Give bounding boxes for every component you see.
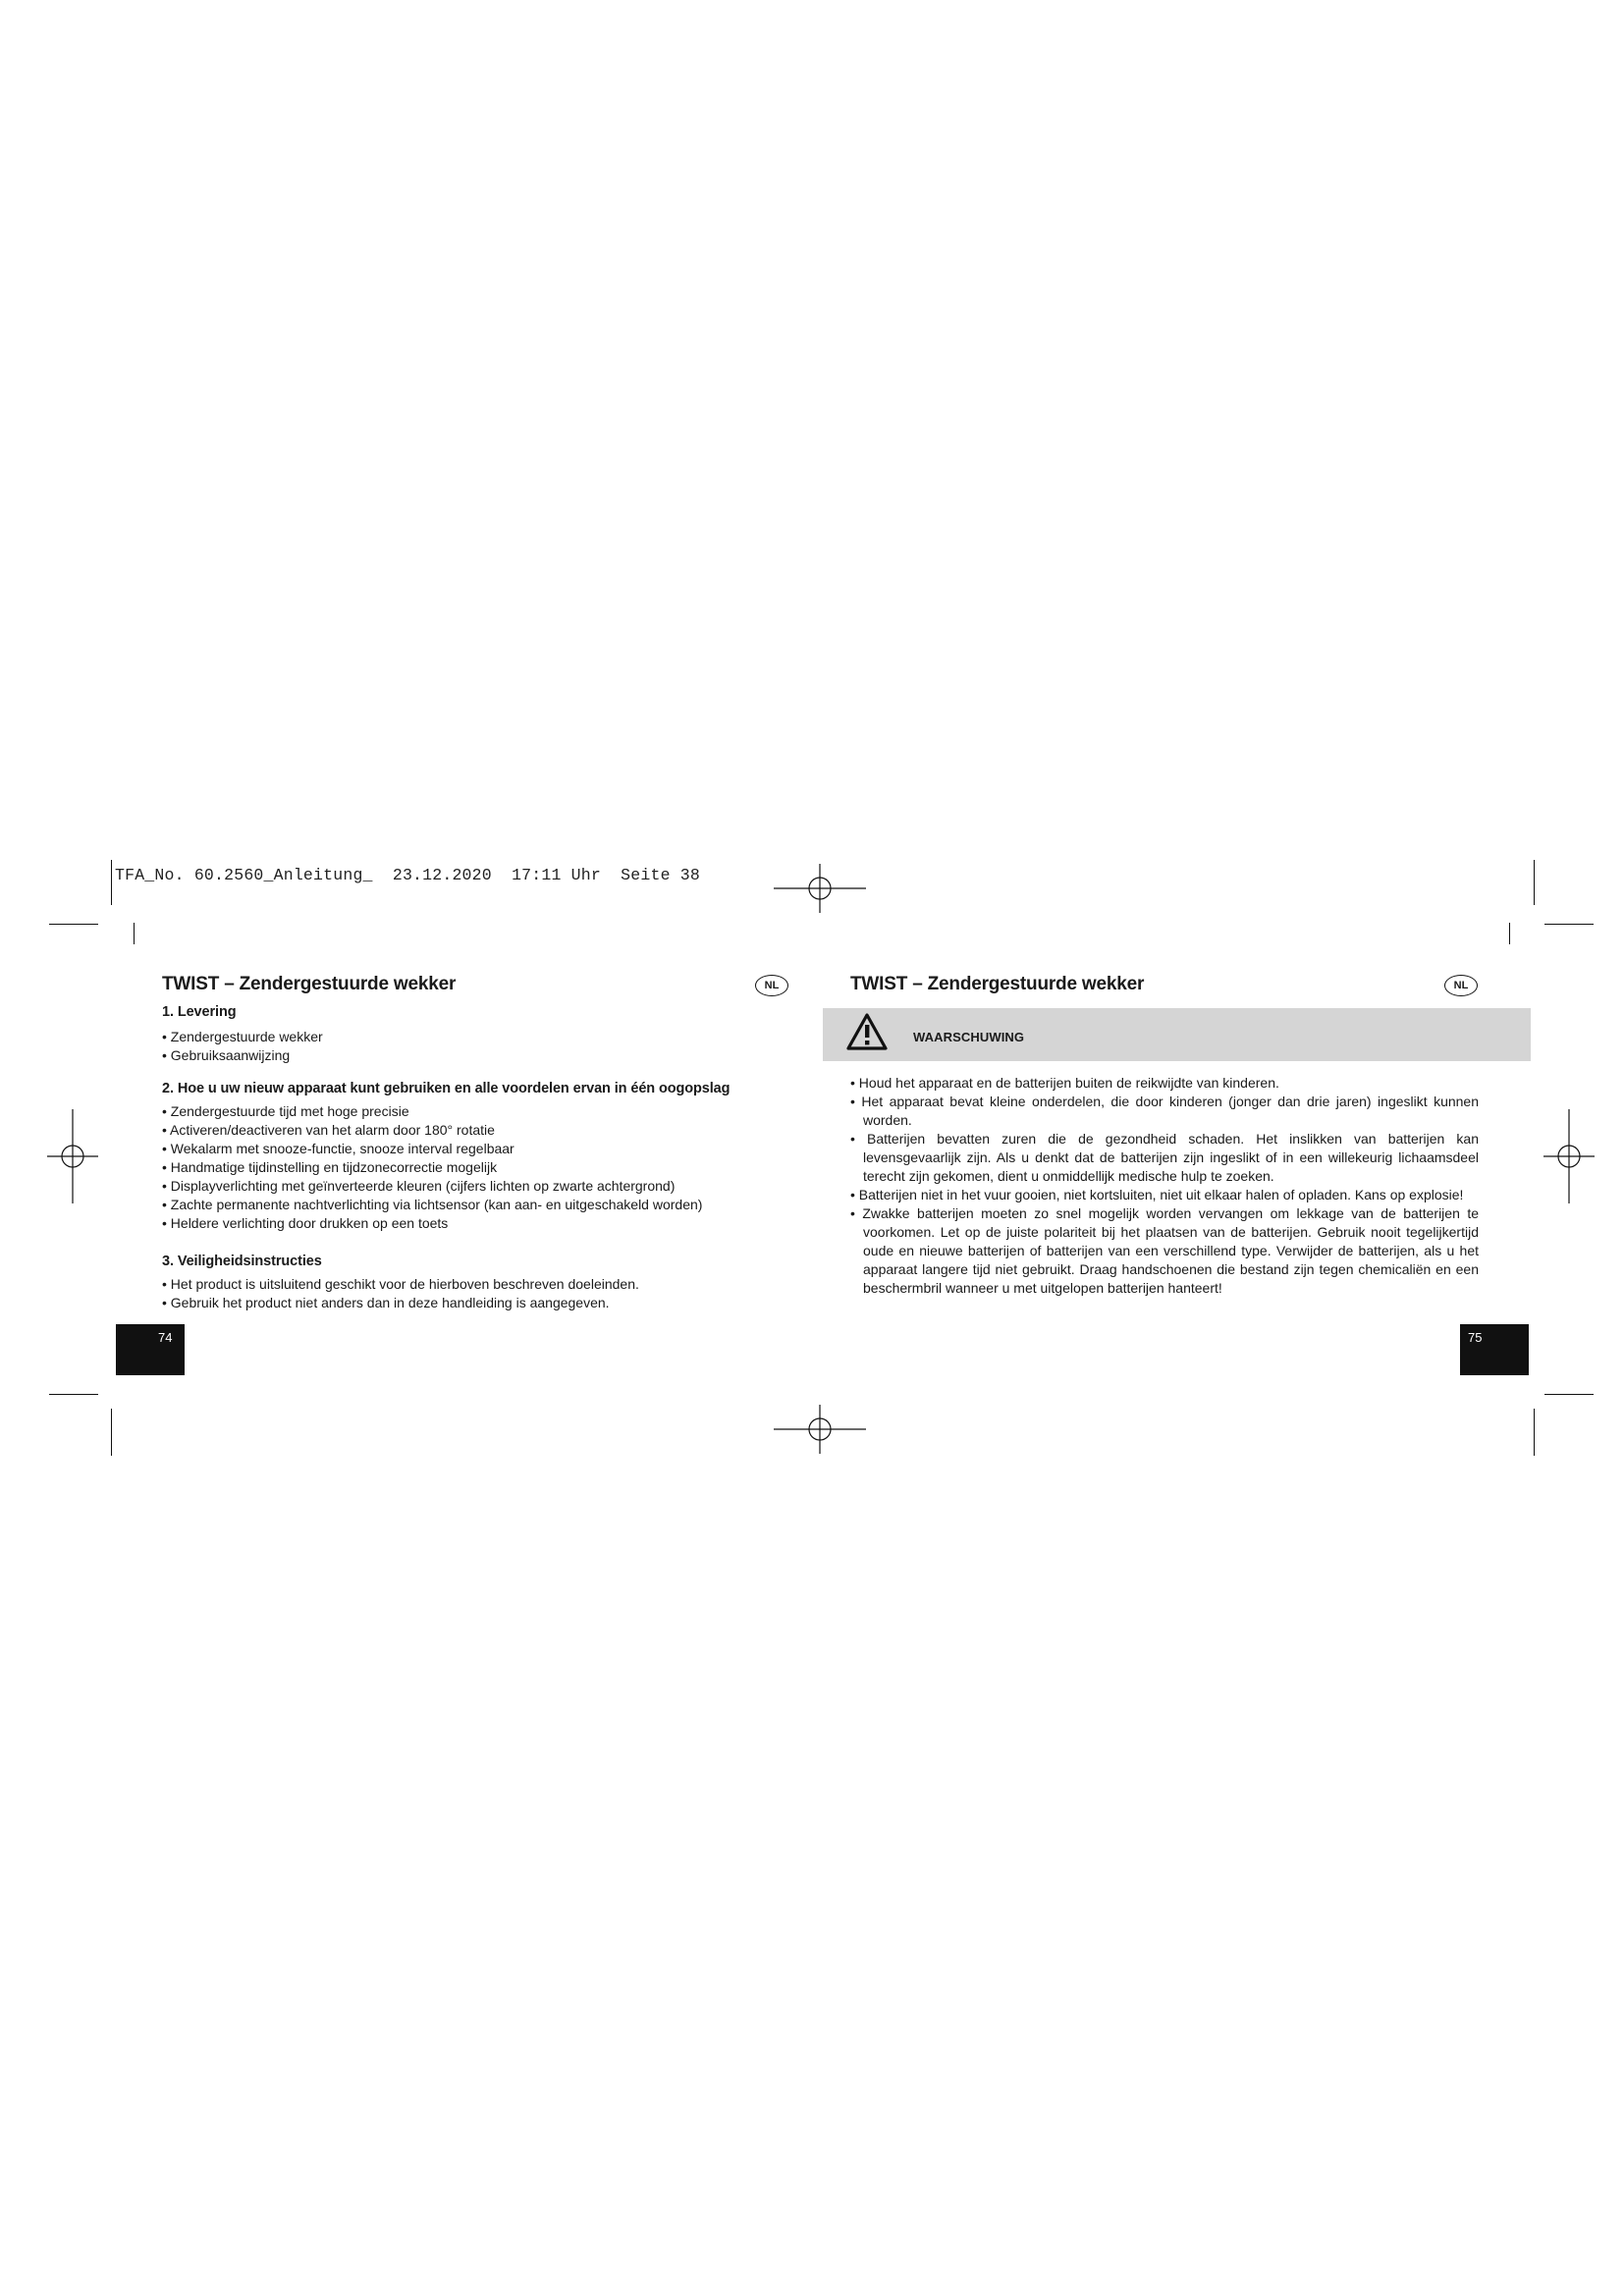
list-item: • Het apparaat bevat kleine onderdelen, die door kinderen (jonger dan drie jaren) ingeslikt kunnen worden. — [850, 1093, 1479, 1130]
list-item: • Batterijen niet in het vuur gooien, niet kortsluiten, niet uit elkaar halen of opladen. Kans op explosie! — [850, 1186, 1479, 1204]
right-lang-badge: NL — [1444, 975, 1478, 996]
left-lang-badge: NL — [755, 975, 788, 996]
list-item: • Zwakke batterijen moeten zo snel mogelijk worden vervangen om lekkage van de batterijen te voorkomen. Let op de juiste polariteit bij het plaatsen van de batterijen. Gebruik nooit tegelijkertijd oude en nieuwe batterijen of batterijen van een verschillend type. Verwijder de batterijen, als u het apparaat langere tijd niet gebruikt. Draag handschoenen die bestand zijn tegen chemicaliën en een beschermbril wanneer u met uitgelopen batterijen hanteert! — [850, 1204, 1479, 1298]
list-item: • Heldere verlichting door drukken op een toets — [162, 1214, 730, 1233]
left-section-2 — [162, 1081, 730, 1233]
registration-mark-top — [774, 864, 866, 913]
list-item: • Zachte permanente nachtverlichting via lichtsensor (kan aan- en uitgeschakeld worden) — [162, 1196, 730, 1214]
right-page-number-box — [1460, 1324, 1529, 1375]
section-heading: 3. Veiligheidsinstructies — [162, 1254, 322, 1269]
warning-label: WAARSCHUWING — [913, 1030, 1025, 1044]
list-item: • Gebruiksaanwijzing — [162, 1046, 323, 1065]
registration-mark-right — [1543, 1109, 1595, 1203]
right-page-title — [850, 974, 1144, 995]
section-heading: 1. Levering — [162, 1004, 237, 1020]
list-item: • Houd het apparaat en de batterijen buiten de reikwijdte van kinderen. — [850, 1074, 1479, 1093]
list-item: • Het product is uitsluitend geschikt voor de hierboven beschreven doeleinden. — [162, 1275, 639, 1294]
left-section-1 — [162, 1004, 323, 1065]
list-item: • Zendergestuurde wekker — [162, 1028, 323, 1046]
left-page-title — [162, 974, 456, 995]
list-item: • Handmatige tijdinstelling en tijdzonecorrectie mogelijk — [162, 1158, 730, 1177]
list-item: • Gebruik het product niet anders dan in deze handleiding is aangegeven. — [162, 1294, 639, 1312]
list-item: • Wekalarm met snooze-functie, snooze interval regelbaar — [162, 1140, 730, 1158]
left-title-rest: – Zendergestuurde wekker — [219, 974, 457, 994]
print-slug: TFA_No. 60.2560_Anleitung_ 23.12.2020 17:11 Uhr Seite 38 — [115, 866, 700, 884]
registration-mark-bottom — [774, 1405, 866, 1454]
warning-triangle-icon — [846, 1012, 888, 1051]
section-heading: 2. Hoe u uw nieuw apparaat kunt gebruiken en alle voordelen ervan in één oogopslag — [162, 1081, 731, 1096]
list-item: • Displayverlichting met geïnverteerde kleuren (cijfers lichten op zwarte achtergrond) — [162, 1177, 730, 1196]
left-title-bold: TWIST — [162, 974, 220, 994]
left-section-3 — [162, 1254, 639, 1312]
list-item: • Batterijen bevatten zuren die de gezondheid schaden. Het inslikken van batterijen kan levensgevaarlijk zijn. Als u denkt dat de batterijen zijn ingeslikt of in een willekeurig lichaamsdeel terecht zijn gekomen, dient u onmiddellijk medische hulp te zoeken. — [850, 1130, 1479, 1186]
page-number: 75 — [1468, 1330, 1483, 1345]
right-title-bold: TWIST — [850, 974, 908, 994]
left-page-number-box — [116, 1324, 185, 1375]
right-title-rest: – Zendergestuurde wekker — [907, 974, 1145, 994]
warning-banner — [823, 1008, 1531, 1061]
registration-mark-left — [47, 1109, 98, 1203]
page-number: 74 — [158, 1330, 173, 1345]
warning-list — [850, 1074, 1479, 1298]
list-item: • Zendergestuurde tijd met hoge precisie — [162, 1102, 730, 1121]
list-item: • Activeren/deactiveren van het alarm door 180° rotatie — [162, 1121, 730, 1140]
